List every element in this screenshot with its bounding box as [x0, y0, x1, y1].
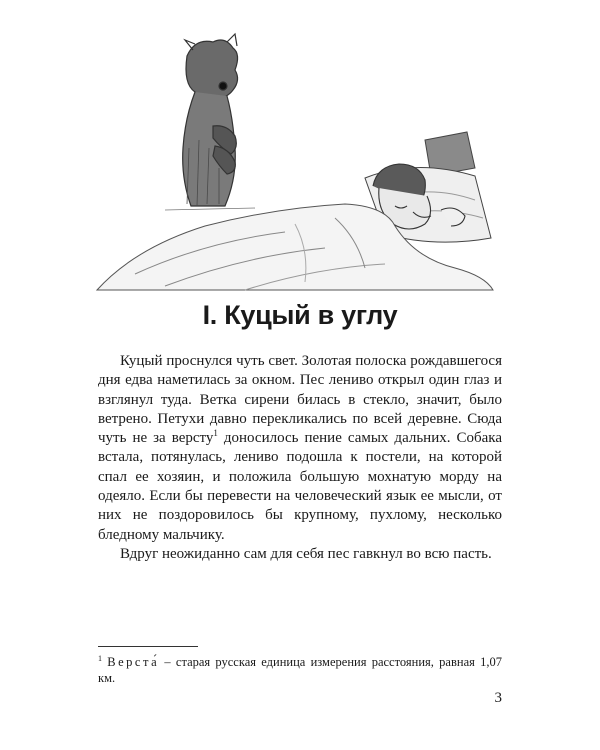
- paragraph-text: Куцый проснулся чуть свет. Золотая полоска рождавшегося дня едва наметилась за окном. Пес лениво открыл один глаз и взглянул туда. Ветка сирени билась в стекло, значит, было ветрено. Петухи давно перекликались по всей деревне. Сюда чуть не за версту: [98, 353, 502, 447]
- footnote-term: Верста́: [107, 655, 160, 670]
- paragraph-text: доносилось пение самых дальних. Собака встала, потянулась, лениво подошла к постели, на которой спал ее хозяин, и положила большую мохнатую морду на одеяло. Если бы перевести на человеческий язык ее мысли, от них не поздоровилось бы крупному, пухлому, несколько бледному мальчику.: [98, 430, 502, 543]
- footnote-definition: – старая русская единица измерения расстояния, равная 1,07 км.: [98, 655, 502, 686]
- dog-drawing: [165, 34, 255, 210]
- paragraph: [98, 352, 502, 545]
- page-number: 3: [494, 690, 502, 706]
- footnote-reference: 1: [213, 428, 218, 439]
- footnote-mark: 1: [98, 654, 102, 663]
- paragraph: Вдруг неожиданно сам для себя пес гавкнул во всю пасть.: [120, 545, 492, 562]
- footnote-divider: [98, 646, 198, 647]
- footnote: [98, 651, 502, 686]
- chapter-illustration: [95, 28, 495, 300]
- chapter-body: [98, 352, 502, 564]
- chapter-title: I. Куцый в углу: [202, 300, 398, 330]
